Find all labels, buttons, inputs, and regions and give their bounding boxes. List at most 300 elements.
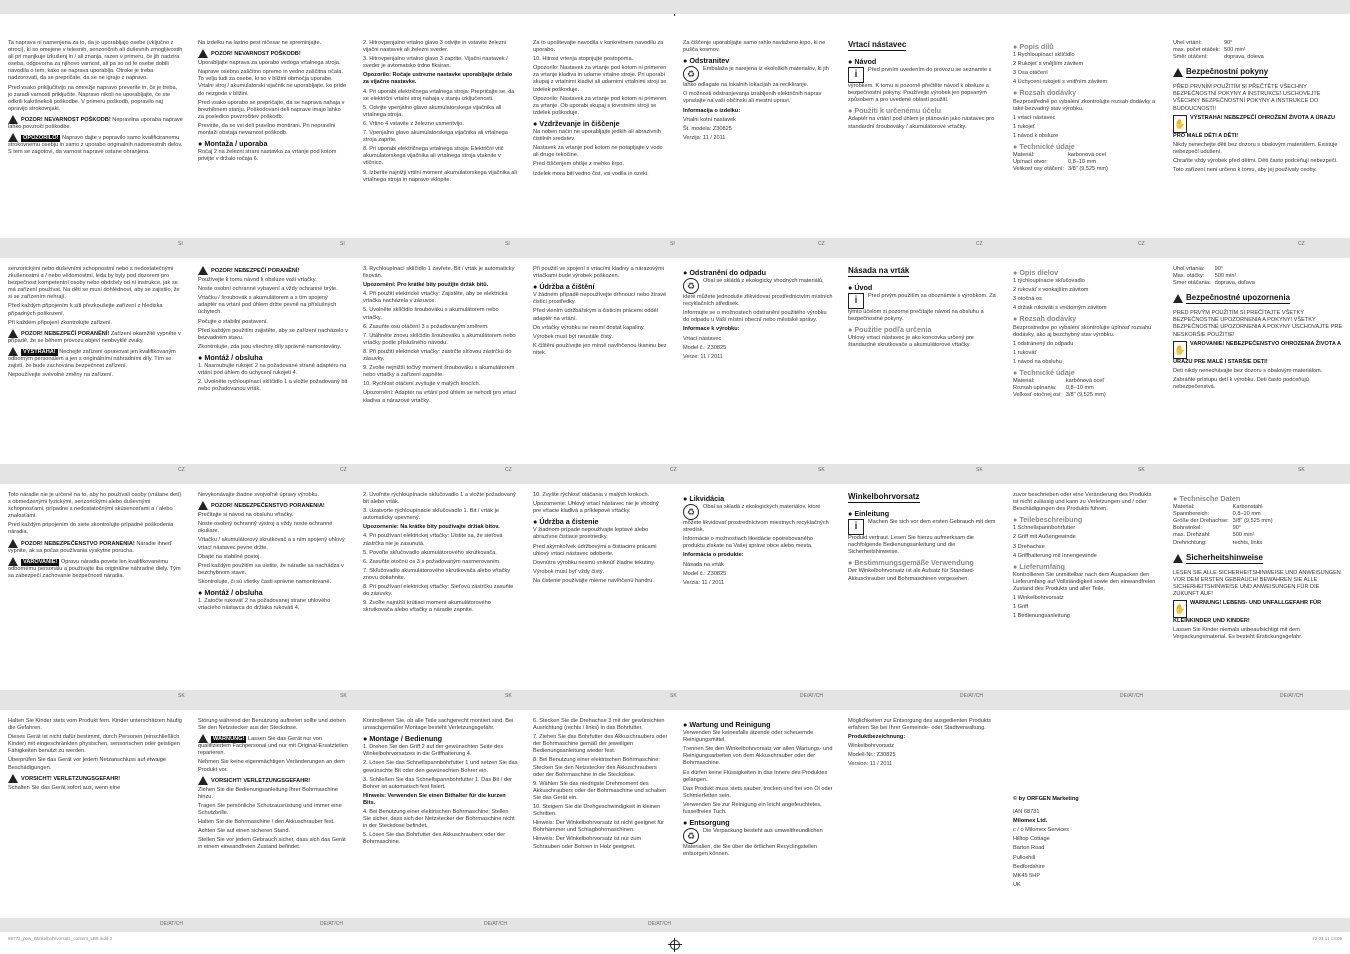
list-item: Es dürfen keine Flüssigkeiten in das Innere des Produktes gelangen. xyxy=(683,769,828,783)
footer-si: SI xyxy=(505,241,510,247)
footer-sk: SK xyxy=(505,693,512,699)
footer-sk: SK xyxy=(1138,467,1145,473)
note: Upozornenie: Uhlový vrtací nástavec nie je vhodný pre vŕtacie kladivá a príklepové vŕtačky. xyxy=(533,501,659,515)
list-item: Před každým použitím zajistěte, aby se zařízení nacházelo v bezvadném stavu. xyxy=(198,327,348,341)
paragraph: Při použití ve spojení s vrtacími kladivy a nárazovými vrtačkami bude výrobek poškozen. xyxy=(533,266,664,280)
info-title: Produktbezeichnung: xyxy=(848,734,906,741)
list-item: Stellen Sie vor jedem Gebrauch sicher, dass sich das Gerät in einem einwandfreien Zustand befindet. xyxy=(198,837,346,851)
list-item: Ziehen Sie die Bedienungsanleitung Ihrer Bohrmaschine hinzu. xyxy=(198,786,338,800)
paragraph: Za to upoštevajte navodila v konkretnem navodilu za uporabo. xyxy=(533,40,664,54)
paragraph: zuvor beschrieben oder eine Veränderung des Produkts ist nicht zulässig und kann zu Verletzungen und / oder Beschädigungen des Produkts führen. xyxy=(1013,492,1152,513)
separator-stripe-3 xyxy=(0,690,1350,710)
footer-sk: SK xyxy=(976,467,983,473)
list-item: Před vlením údržbářským a čisticím prácemi odděl adaptér na vrtání. xyxy=(533,308,658,322)
tech-label: Směr otáčení: xyxy=(1173,54,1208,61)
tech-value: 500 min¹ xyxy=(1232,532,1255,539)
list-item: Zabráňte prístupu detí k výrobku. Deti často podceňujú nebezpečenstvá. xyxy=(1173,376,1309,390)
list-item: Verwenden Sie zur Reinigung ein leicht angefeuchtetes, fusselfreies Tuch. xyxy=(683,801,822,816)
file-name: 68772_pow_Winkelbohrvorsatz_content_LB6.indd 2 xyxy=(8,936,113,941)
footer-cz: CZ xyxy=(818,241,825,247)
note: Opozorilo: Ročaje ustrezne nastavke uporabljajte držalo za vijačne nastavke. xyxy=(363,72,513,86)
tech-label: Veľkosť otočnej osi: xyxy=(1013,392,1062,399)
warning-icon xyxy=(8,774,18,783)
list-item: Do vrtačky výrobku se nesmí dostat kapaliny. xyxy=(533,324,645,331)
delivery-item: 1 návod k obsluze xyxy=(1013,132,1059,139)
step: 1. Nasroubujte rukojeť 2 na požadované straně adaptéru na vrtání pod úhlem do uchycení rukojeti 4. xyxy=(198,363,347,377)
column xyxy=(840,40,1005,236)
list-item: Nastavek za vrtanje pod kotom ne potapljajte v vodo ali druge tekočine. xyxy=(533,145,663,159)
section-title: ● Technische Daten xyxy=(1173,495,1343,502)
paragraph: Adaptér na vrtání pod úhlem je plánován jako nástavec pro standardní šroubováky / akumulátorové vrtačky. xyxy=(848,116,995,130)
paragraph: Informácie o možnostiach likvidácie opotrebovaného produktu získate na Vašej správe obce alebo mesta. xyxy=(683,536,813,550)
column xyxy=(1005,718,1165,916)
warning-title: POZOR! NEBEZPEČÍ PORANĚNÍ! xyxy=(21,330,110,337)
paragraph: Pred vsako priključitvijo na omrežje napravo preverite in, če je treba, jo zaradi varnosti priključite. Napravo nikoli ne uporabljajte, če ste odkrili kakršnekoli poškodbe. V primeru poškodb, popravilo naj opravijo strokovnjaki. xyxy=(8,84,178,112)
list-item: Toto zařízení není určeno k tomu, aby jej používaly osoby. xyxy=(1173,167,1317,174)
footer-de: DE/AT/CH xyxy=(800,693,823,699)
paragraph: Obal sa skladá z ekologických materiálov, ktoré môžete likvidovať prostredníctvom miestnych recyklačných stredísk. xyxy=(683,504,829,534)
part-item: 3 Drehachse xyxy=(1013,543,1045,550)
list-item: Vŕtačku / akumulátorový skrutkovač a s ním spojený uhlový vrtací nástavec pevne držte. xyxy=(198,537,345,551)
info-line: Winkelbohrvorsatz xyxy=(848,743,895,750)
warning-icon xyxy=(8,329,18,338)
list-item: Zkontrolujte, zda jsou všechny díly správně namontovány. xyxy=(198,343,342,350)
column xyxy=(525,492,675,688)
warning-text: Náradie ihneď vypnite, ak sa počas používania vyskytne porucha. xyxy=(8,540,172,554)
footer-si: SI xyxy=(340,241,345,247)
tech-table xyxy=(1013,152,1112,173)
footer-de: DE/AT/CH xyxy=(320,921,343,927)
warning-icon xyxy=(198,734,208,743)
section-title: ● Vzdrževanje in čiščenje xyxy=(533,120,668,127)
bottom-stripe xyxy=(0,918,1350,932)
recycle-icon: ♻ xyxy=(683,278,699,294)
tech-label: Smer otáčania: xyxy=(1173,280,1211,287)
info-line: Násada na vrták xyxy=(683,561,724,568)
step: 9. Zvolte nejnižší točivý moment šroubováku s akumulátorem nebo vrtačky a zařízení zapněte. xyxy=(363,365,515,379)
paragraph: Obal se skládá z ekologicky vhodných materiálů, které můžete jednoduše zlikvidovat prostřednictvím místních recyklačních středisek. xyxy=(683,278,833,308)
warning-title: VORSICHT! VERLETZUNGSGEFAHR! xyxy=(21,775,121,782)
step: 10. Zvyšte rýchlosť otáčania v malých krokoch. xyxy=(533,492,650,498)
list-item: Výrobok musí byť vždy čistý. xyxy=(533,568,605,575)
note: Upozornění: Pro krátké bity použijte držák bitů. xyxy=(363,282,489,289)
step: 9. Izberite najnižji vrtilni moment akumulatorskega vijačnika ali vrtalnega stroja in napravo vklopite. xyxy=(363,169,517,183)
paragraph: Kontrollieren Sie unmittelbar nach dem Auspacken den Lieferumfang auf Vollständigkeit sowie den einwandfreien Zustand des Produkts und aller Teile. xyxy=(1013,571,1156,593)
warning-text: Opravu náradia povete len kvalifikovanému odbornému personálu a používajte iba originálne náhradné diely. Tým sa zabezpečí zachovanie bezpečnosti náradia. xyxy=(8,558,181,579)
recycle-icon: ♻ xyxy=(683,504,699,520)
step: 3. Hitrovpenjalno vrtalno glavo 3 zaprite. Vijačni nastavek / sveder je avtomatsko trdno fiksiran. xyxy=(363,56,508,70)
warning-text: Nechejte zařízení opravovat jen kvalifikovaným odborným personálem a jen s originálními náhradními díly. Tím se zajistí, že bude zachována bezpečnost zařízení. xyxy=(8,348,176,370)
column xyxy=(1005,266,1165,462)
step: 6. Vrtino 4 vstavite z železno usmeritvijo. xyxy=(363,120,464,127)
column xyxy=(840,266,1005,462)
note: Hinweis: Der Winkelbohrvorsatz ist nicht geeignet für Bohrhämmer und Schlagbohrmaschinen. xyxy=(533,820,664,834)
tech-value: 3/8" (9,525 mm) xyxy=(1068,166,1108,173)
column xyxy=(0,40,190,236)
step: 9. Zvoľte najnižší krútiaci moment akumulátorového skrutkovača alebo vŕtačky a náradie zapnite. xyxy=(363,600,491,614)
footer-sk: SK xyxy=(670,693,677,699)
column xyxy=(0,718,190,916)
step: 2. Uvoľnite rýchloupínacie skľučovadlo 1 a vložte požadovaný bit alebo vrták. xyxy=(363,492,516,506)
list-item: Pred každým použitím sa uistite, že náradie sa nachádza v bezchybnom stave. xyxy=(198,562,344,576)
section-title: ● Montage / Bedienung xyxy=(363,735,518,742)
paragraph: Pred vsako uporabo se prepričajte, da se naprava nahaja v brezhibnem stanju. Poškodovani deli naprave imajo lahko za posledico povzročitev poškodb. xyxy=(198,99,345,120)
address-line: Bedfordshire xyxy=(1013,863,1045,870)
paragraph: Uhlový vrtací nástavec je ako koncovka určený pre štandardné skrutkovače a akumulátorové vŕtačky. xyxy=(848,335,974,349)
section-title: ● Teilebeschreibung xyxy=(1013,516,1158,523)
page-title: Vrtací nástavec xyxy=(848,40,907,49)
tech-value: doprava, doľava xyxy=(1214,280,1255,287)
tech-table xyxy=(1173,266,1259,287)
section-title: ● Odstranitev xyxy=(683,57,833,64)
warning-tag: OPOZORILO! xyxy=(23,135,59,142)
list-item: V žiadnom prípade nepoužívajte leptavé alebo abrazívne čistiace prostriedky. xyxy=(533,527,649,541)
step: 3. Schließen Sie das Schnellspannbohrfutter 1. Das Bit / der Bohrer ist automatisch fest fixiert. xyxy=(363,776,512,790)
warning-icon xyxy=(1173,554,1183,563)
paragraph: senzorickými nebo duševními schopnostmi nebo s nedostatečnými zkušenostmi a / nebo vědomostmi, leda by byly pod dozorem pro bezpečnost kompetentní osoby nebo obdržely od ní instrukce, jak se má zařízení používat. Na děti se musí dohlédnout, aby se zajistilo, že si se zařízením nehrají. xyxy=(8,266,180,301)
safety-heading: Bezpečnostné upozornenia xyxy=(1186,293,1291,303)
band-czech-slovak xyxy=(0,266,1350,462)
list-item: Noste osobný ochranný výstroj a vždy noste ochranné okuliare. xyxy=(198,521,333,535)
list-item: Deti nikdy nenechávajte bez dozoru s obalovým materiálom. xyxy=(1173,367,1323,374)
step: 5. Uvolněte sklíčidlo šroubováku s akumulátorem nebo vrtačky. xyxy=(363,307,499,321)
column xyxy=(190,718,355,916)
footer-sk: SK xyxy=(1298,467,1305,473)
warning-icon xyxy=(198,266,208,275)
footer-cz: CZ xyxy=(178,467,185,473)
step: 6. Stecken Sie die Drehachse 3 mit der gewünschten Ausrichtung (rechts / links) in das Bohrfutter. xyxy=(533,718,665,732)
section-title: ● Entsorgung xyxy=(683,819,833,826)
section-title: ● Opis dielov xyxy=(1013,269,1158,276)
footer-de: DE/AT/CH xyxy=(160,921,183,927)
part-item: 4 držiak rukoväti s vnútorným závitom xyxy=(1013,305,1107,312)
paragraph: Na izdelku na lastno pest ničesar ne spreminjajte. xyxy=(198,40,322,46)
list-item: Halten Sie Kinder stets vom Produkt fern. Kinder unterschätzen häufig die Gefahren. xyxy=(8,718,182,732)
footer-de: DE/AT/CH xyxy=(1120,693,1143,699)
warning-text: Lassen Sie das Gerät nur von qualifiziertem Fachpersonal und nur mit Original-Ersatzteilen reparieren. xyxy=(198,736,348,757)
list-item: Vrtačku / šroubovák s akumulátorem a s tím spojený adaptér na vrtání pod úhlem držte pevně na příslušných úchytech. xyxy=(198,295,337,316)
list-item: Überprüfen Sie das Gerät vor jedem Netzanschluss auf etwaige Beschädigungen. xyxy=(8,757,166,771)
info-line: Model č.: Z30825 xyxy=(683,344,727,351)
paragraph: Pred prvým použitím sa oboznámte s výrobkom. Za týmto účelom si pozorne prečítajte návod na obsluhu a bezpečnostné pokyny. xyxy=(848,293,996,323)
delivery-item: 1 rukoväť xyxy=(1013,349,1037,356)
paragraph: Störung während der Benutzung auftreten sollte und ziehen Sie den Netzstecker aus der Steckdose. xyxy=(198,718,346,732)
list-item: Před každým připojením k síti přezkoušejte zařízení z hlediska případných poškození. xyxy=(8,303,163,317)
list-item: K čištění používejte jen mírně navlhčenou tkaninu bez nitek. xyxy=(533,342,667,356)
section-title: ● Údržba a čistenie xyxy=(533,518,668,525)
column xyxy=(840,718,1005,916)
column xyxy=(525,266,675,462)
list-item: Nevykonávajte žiadne svojvoľné úpravy výrobku. xyxy=(198,492,320,498)
section-title: ● Montáž / obsluha xyxy=(198,589,348,596)
column xyxy=(0,266,190,462)
footer-de: DE/AT/CH xyxy=(960,693,983,699)
footer-sk: SK xyxy=(178,693,185,699)
part-item: 4 Griffhalterung mit Innengewinde xyxy=(1013,552,1097,559)
info-line: Verze: 11 / 2011 xyxy=(683,353,723,360)
info-line: Št. modela: Z30825 xyxy=(683,125,732,132)
step: 1. Drehen Sie den Griff 2 auf der gewünschten Seite des Winkelbohrvorsatzes in die Griffhalterung 4. xyxy=(363,744,504,758)
delivery-item: 1 Griff xyxy=(1013,604,1029,611)
tech-label: Velikost osy otáčení: xyxy=(1013,166,1064,173)
warning-text: Zařízení okamžitě vypněte v případě, že se během provozu objeví neobvyklé zvuky. xyxy=(8,330,181,344)
footer-cz: CZ xyxy=(1298,241,1305,247)
step: 7. Utáhněte znovu sklíčidlo šroubováku s akumulátorem nebo vrtačky podle příslušného návodu. xyxy=(363,332,516,346)
paragraph: Ta naprava ni namenjena za to, da jo uporabljajo osebe (vključno z otroci), ki so omejene v telesnih, senzoričnih ali duševnih zmogljivostih ali pri manjkuje izkušenj in / ali znanja, razen v primeru, če jih nadzira oseba, odgovorna za njihovo varnost, ali pa so od te osebe dobili navodila o tem, kako se naprava uporablja. Otroke je treba nadzorovati, da se prepričate, da se ne igrajo z napravo. xyxy=(8,40,183,82)
paragraph: Toto náradie nie je určené na to, aby ho používali osoby (vrátane detí) s obmedzenými fyzickými, senzorickými alebo duševnými schopnosťami, prípadne s nedostatočnými skúsenosťami a / alebo znalosťami. xyxy=(8,492,182,520)
list-item: Skontrolujte, či sú všetky časti správne namontované. xyxy=(198,578,332,585)
tech-table xyxy=(1173,504,1277,547)
warning-title: VÝSTRAHA! NEBEZPEČÍ OHROŽENÍ ŽIVOTA A ÚRAZU PRO MALÉ DĚTI A DĚTI! xyxy=(1173,114,1336,139)
paragraph: Před prvním uvedením do provozu se seznamte s výrobkem. K tomu si pozorně přečtěte návod k obsluze a bezpečnostní pokyny. Používejte výrobek jen popsaným způsobem a pro uvedené oblasti použití. xyxy=(848,67,992,104)
list-item: Nepoužívejte svévolné změny na zařízení. xyxy=(8,372,114,379)
delivery-item: 1 rukojeť xyxy=(1013,123,1035,130)
list-item: Používejte k tomu návod k obsluze vaší vrtačky. xyxy=(198,277,317,284)
list-item: Počujte o stabilní postavení. xyxy=(198,318,268,325)
tech-label: Rozsah upínania: xyxy=(1013,385,1057,392)
step: 5. Povoľte skľučovadlo akumulátorového skrutkovača. xyxy=(363,549,497,556)
part-item: 1 Rychloupínací sklíčidlo xyxy=(1013,52,1075,59)
column xyxy=(840,492,1005,688)
warning-icon xyxy=(198,49,208,58)
tech-value: 90° xyxy=(1232,525,1242,532)
tech-label: Úhel vrtání: xyxy=(1173,40,1202,46)
section-title: ● Rozsah dodávky xyxy=(1013,315,1158,322)
info-icon: i xyxy=(848,67,864,83)
warning-icon xyxy=(8,347,18,356)
step: 5. Odvijte vpenjalno glavo akumulatorskega vijačnika ali vrtalnega stroja. xyxy=(363,104,502,118)
column xyxy=(1165,266,1350,462)
warning-icon xyxy=(1173,68,1183,77)
footer-sk: SK xyxy=(340,693,347,699)
warning-icon xyxy=(8,539,18,548)
column xyxy=(1165,718,1350,916)
child-warning-icon: ✋ xyxy=(1173,341,1187,359)
tech-value: doprava, doleva xyxy=(1223,54,1264,61)
paragraph: Informujte se o možnostech odstranění použitého výrobku do odpadu u Vaší místní obecní nebo městské správy. xyxy=(683,310,827,324)
note: Upozornění: Adaptér na vrtání pod úhlem se nehodí pro vrtací kladiva a nárazové vrtačky. xyxy=(363,390,517,404)
part-item: 1 rýchloupínacie skľučovadlo xyxy=(1013,278,1085,285)
warning-icon xyxy=(8,115,18,124)
part-item: 3 otočná os xyxy=(1013,296,1042,303)
paragraph: PRED PRVÝM POUŽITÍM SI PREČÍTAJTE VŠETKY BEZPEČNOSTNÉ UPOZORNENIA A POKYNY! VŠETKY BEZPEČNOSTNÉ UPOZORNENIA A POKYNY USCHOVAJTE PRE NESKORŠIE POUŽITIE! xyxy=(1173,310,1343,338)
footer-cz: CZ xyxy=(1138,241,1145,247)
tech-value: 0,8–10 mm xyxy=(1068,159,1096,166)
page-title: Winkelbohrvorsatz xyxy=(848,492,920,501)
tech-label: Größe der Drehachse: xyxy=(1173,518,1229,525)
paragraph: Ročaj 2 na železni strani nastavka za vrtanje pod kotom privijte v držalo ročaja 6. xyxy=(198,149,337,163)
list-item: Pred akýmkoľvek údržbovými a čistiacimi prácami uhlový vrtací nástavec odoberte. xyxy=(533,543,657,557)
info-icon: i xyxy=(848,519,864,535)
section-title: ● Údržba a čištění xyxy=(533,283,668,290)
tech-label: Upínací otvor: xyxy=(1013,159,1048,166)
section-title: ● Montaža / uporaba xyxy=(198,140,348,147)
warning-icon xyxy=(198,776,208,785)
warning-icon xyxy=(8,557,18,566)
paragraph: Uporabljajte naprava za uporabo vedoga vrtalnega stroja. xyxy=(198,60,341,67)
info-line: Verzia: 11 / 2011 xyxy=(683,579,725,586)
warning-tag: VÝSTRAHA! xyxy=(23,348,56,355)
warning-text: Schalten Sie das Gerät sofort aus, wenn eine xyxy=(8,784,121,791)
footer-cz: CZ xyxy=(340,467,347,473)
footer-cz: CZ xyxy=(976,241,983,247)
tech-value: 3/8" (9,525 mm) xyxy=(1065,392,1106,399)
info-line: Vrtalni kotni nastavek xyxy=(683,116,736,123)
step: 8. Pri používaní elektrickej vŕtačky: Sieťovú zástrčku zasuňte do zásuvky. xyxy=(363,584,514,598)
delivery-item: 1 návod na obsluhu xyxy=(1013,358,1062,365)
warning-text: Napravo dajte v popravilo samo kvalificiranemu strokovnemu osebju in samo z uporabo originalnih nadomestnih delov. S tem se zagotovi, da varnost naprave ostane ohranjena. xyxy=(8,135,183,156)
brand: © by ORFGEN Marketing xyxy=(1013,796,1079,802)
list-item: Pred čiščenjem ohišje z mehko krpo. xyxy=(533,161,625,168)
section-title: ● Použití k určenému účelu xyxy=(848,107,998,114)
warning-icon xyxy=(1173,294,1183,303)
section-title: ● Rozsah dodávky xyxy=(1013,89,1158,96)
paragraph: Der Winkelbohrvorsatz ist als Aufsatz für Standard-Akkuschrauber und Bohrmaschinen vorgesehen. xyxy=(848,568,975,582)
ian-number: IAN 68731 xyxy=(1013,809,1040,816)
section-title: ● Lieferumfang xyxy=(1013,563,1158,570)
list-item: Nehmen Sie keine eigenmächtigen Veränderungen an dem Produkt vor. xyxy=(198,759,345,773)
tech-label: Bohrwinkel: xyxy=(1173,525,1202,532)
column xyxy=(1005,492,1165,688)
delivery-item: 1 Bedienungsanleitung xyxy=(1013,613,1070,620)
band-german xyxy=(0,718,1350,916)
column xyxy=(675,492,840,688)
footer-cz: CZ xyxy=(670,467,677,473)
warning-icon xyxy=(8,133,18,142)
part-item: 2 rukoväť s vonkajším závitom xyxy=(1013,287,1089,294)
column xyxy=(1005,40,1165,236)
column xyxy=(525,40,675,236)
address-line: UK xyxy=(1013,881,1021,888)
registration-mark-bottom xyxy=(668,938,682,952)
tech-label: Max. otáčky: xyxy=(1173,273,1205,280)
tech-label: max. Drehzahl: xyxy=(1173,532,1211,539)
paragraph: Bezprostredne po vybalení skontrolujte úplnosť rozsahu dodávky, ako aj bezchybný stav výrobku. xyxy=(1013,324,1152,338)
list-item: Das Produkt muss stets sauber, trocken und frei von Öl oder Schmierfetten sein. xyxy=(683,785,833,799)
tech-label: Spannbereich: xyxy=(1173,511,1210,518)
info-title: Informácia o produkte: xyxy=(683,552,744,559)
list-item: Výrobek musí být neustále čistý. xyxy=(533,333,614,340)
warning-tag: VAROVANIE! xyxy=(23,558,58,565)
info-line: Verzija: 11 / 2011 xyxy=(683,134,726,141)
paragraph: Za čiščenje uporabljajte samo rahlo navlaženo krpo, ki ne pušča kosmov. xyxy=(683,40,826,54)
paragraph: Naprave osebno zaščitno opremo in vedno zaščitna očala. To velja tudi za osebe, ki so v bližini območja uporabe. Vrtalni stroj / akumulatorski vijačnik ne uporabljajte, ko pride do nezgode v bližini. xyxy=(198,69,347,97)
step: 2. Hitrovpenjalno vrtalno glavo 3 odvijte in vstavite železni vijačni nastavek ali železni sveder. xyxy=(363,40,507,54)
list-item: Izdelek mora biti vedno čist, vsi vodila in ozeki. xyxy=(533,170,649,177)
tech-value: karbonová ocel xyxy=(1068,152,1106,159)
step: 8. Při použití elektrické vrtačky: zastrčte síťovou zástrčku do zásuvky. xyxy=(363,348,512,363)
note: Hinweis: Verwenden Sie einen Bithalter für die kurzen Bits. xyxy=(363,792,506,806)
info-title: Informace k výrobku: xyxy=(683,326,740,333)
print-timestamp: 22.03.11 13:06 xyxy=(1312,936,1342,941)
list-item: Dovnútra výrobku nesmú vniknúť žiadne tekutiny. xyxy=(533,559,656,566)
step: 8. Bei Benutzung einer elektrischen Bohrmaschine: Stecken Sie den Netzstecker des Akkuschraubers oder der Bohrmaschine in die Steckdose. xyxy=(533,757,660,778)
column xyxy=(355,718,525,916)
column xyxy=(675,40,840,236)
step: 4. Při použití elektrické vrtačky: Zajistěte, aby se elektrická vrtačka nacházela v zásuvce. xyxy=(363,291,508,305)
info-line: Vrtací nástavec xyxy=(683,335,722,342)
info-icon: i xyxy=(848,293,864,309)
tech-value: 500 min¹ xyxy=(1214,273,1237,280)
tech-value: 500 min¹ xyxy=(1223,47,1246,54)
step: 4. Pri používaní elektrickej vŕtačky: Uistite sa, že sieťová zástrčka nie je zasunutá. xyxy=(363,533,503,547)
address-line: c / o Milomex Services xyxy=(1013,827,1069,834)
step: 10. Rychlost otáčení zvyšujte v malých krocích. xyxy=(363,381,481,388)
column xyxy=(190,492,355,688)
note: Opozorilo: Nastavek za vrtanje pod kotom ni primeren za vrtanje. Ob uporabi skupaj s tovrstnimi stroji se izdelek poškoduje. xyxy=(533,95,667,116)
section-title: ● Wartung und Reinigung xyxy=(683,721,833,728)
column xyxy=(1165,492,1350,688)
step: 7. Vpenjalno glavo akumulatorskega vijačnika ali vrtalnega stroja zaprite. xyxy=(363,130,508,144)
column xyxy=(190,40,355,236)
note: Upozornenie: Na krátke bity používajte držiak bitov. xyxy=(363,524,500,531)
top-stripe xyxy=(0,0,1350,14)
address-line: Barton Road xyxy=(1013,845,1045,852)
warning-title: POZOR! NEVARNOST POŠKODB! xyxy=(21,116,111,123)
tech-label: Uhol vŕtania: xyxy=(1173,266,1205,272)
tech-value: 90° xyxy=(1214,266,1224,272)
section-title: ● Technické údaje xyxy=(1013,143,1158,150)
column xyxy=(1165,40,1350,236)
step: 9. Wählen Sie das niedrigste Drehmoment des Akkuschraubers oder der Bohrmaschine und schalten Sie das Gerät ein. xyxy=(533,780,667,801)
paragraph: Machen Sie sich vor dem ersten Gebrauch mit dem Produkt vertraut. Lesen Sie hierzu aufmerksam die nachfolgende Bedienungsanleitung und die Sicherheitshinweise. xyxy=(848,519,996,556)
delivery-item: 1 Winkelbohrvorsatz xyxy=(1013,595,1064,602)
section-title: ● Likvidácia xyxy=(683,495,833,502)
warning-title: POZOR! NEBEZPEČENSTVO PORANENIA! xyxy=(21,540,135,547)
footer-si: SI xyxy=(178,241,183,247)
list-item: Trennen Sie den Winkelbohrvorsatz vor allen Wartungs- und Reinigungsarbeiten von dem Akkuschrauber oder der Bohrmaschine. xyxy=(683,746,833,767)
warning-title: WARNUNG! LEBENS- UND UNFALLGEFAHR FÜR KLEINKINDER UND KINDER! xyxy=(1173,600,1322,625)
section-title: ● Návod xyxy=(848,58,998,65)
list-item: Lassen Sie Kinder niemals unbeaufsichtigt mit dem Verpackungsmaterial. Es besteht Erstickungsgefahr. xyxy=(1173,627,1303,641)
part-item: 3 Osa otáčení xyxy=(1013,70,1048,77)
list-item: Tragen Sie persönliche Schutzausrüstung und immer eine Schutzbrille. xyxy=(198,802,342,816)
list-item: Dbajte na stabilné postoj. xyxy=(198,553,261,560)
tech-value: 90° xyxy=(1223,40,1233,46)
page-title: Násada na vrták xyxy=(848,266,910,275)
address-line: Hilltop Cottage xyxy=(1013,836,1050,843)
footer-de: DE/AT/CH xyxy=(648,921,671,927)
list-item: Achten Sie auf einen sicheren Stand. xyxy=(198,828,291,835)
safety-heading: Sicherheitshinweise xyxy=(1186,552,1263,562)
info-line: Model č.: Z30825 xyxy=(683,570,727,577)
recycle-icon: ♻ xyxy=(683,66,699,82)
paragraph: Bezprostředně po vybalení zkontrolujte rozsah dodávky a také bezvadný stav výrobku. xyxy=(1013,98,1156,112)
warning-title: POZOR! NEBEZPEČÍ PORANĚNÍ! xyxy=(211,267,300,274)
step: 8. Pri uporabi električnega vrtalnega stroja: Električni vtič akumulatorskega vijačnika ali vrtalnega stroja vtaknite v vtičnico. xyxy=(363,146,504,167)
section-title: ● Montáž / obsluha xyxy=(198,354,348,361)
tech-label: max. počet otáček: xyxy=(1173,47,1220,54)
separator-stripe-1 xyxy=(0,238,1350,258)
column xyxy=(355,492,525,688)
info-title: Informacija o izdelku: xyxy=(683,107,741,114)
delivery-item: 1 vrtací nástavec xyxy=(1013,114,1056,121)
warning-tag: WARNUNG! xyxy=(213,736,245,743)
tech-label: Drehrichtung: xyxy=(1173,539,1207,546)
tech-value: 3/8" (9,525 mm) xyxy=(1232,518,1273,525)
address-line: Pulloxhill xyxy=(1013,854,1036,861)
tech-value: 0,8–10 mm xyxy=(1065,385,1094,392)
part-item: 4 Uchycení rukojeti s vnitřním závitem xyxy=(1013,79,1108,86)
paragraph: O možnosti odstranjevanja izrabljenih električnih naprav vprašajte na vaši občinski ali mestni upravi. xyxy=(683,91,822,105)
step: 3. Uzatvorte rýchloupínacie skľučovadlo 1. Bit / vrták je automaticky upevnený. xyxy=(363,508,499,522)
column xyxy=(0,492,190,688)
paragraph: LESEN SIE ALLE SICHERHEITSHINWEISE UND ANWEISUNGEN VOR DEM ERSTEN GEBRAUCH! BEWAHREN SIE ALLE SICHERHEITSHINWEISE UND ANWEISUNGEN FÜR DIE ZUKUNFT AUF! xyxy=(1173,569,1341,597)
step: 10. Steigern Sie die Drehgeschwindigkeit in kleinen Schritten. xyxy=(533,804,661,818)
tech-label: Materiál: xyxy=(1013,378,1035,385)
footer-si: SI xyxy=(670,241,675,247)
tech-value: Karbonstahl xyxy=(1232,504,1263,511)
